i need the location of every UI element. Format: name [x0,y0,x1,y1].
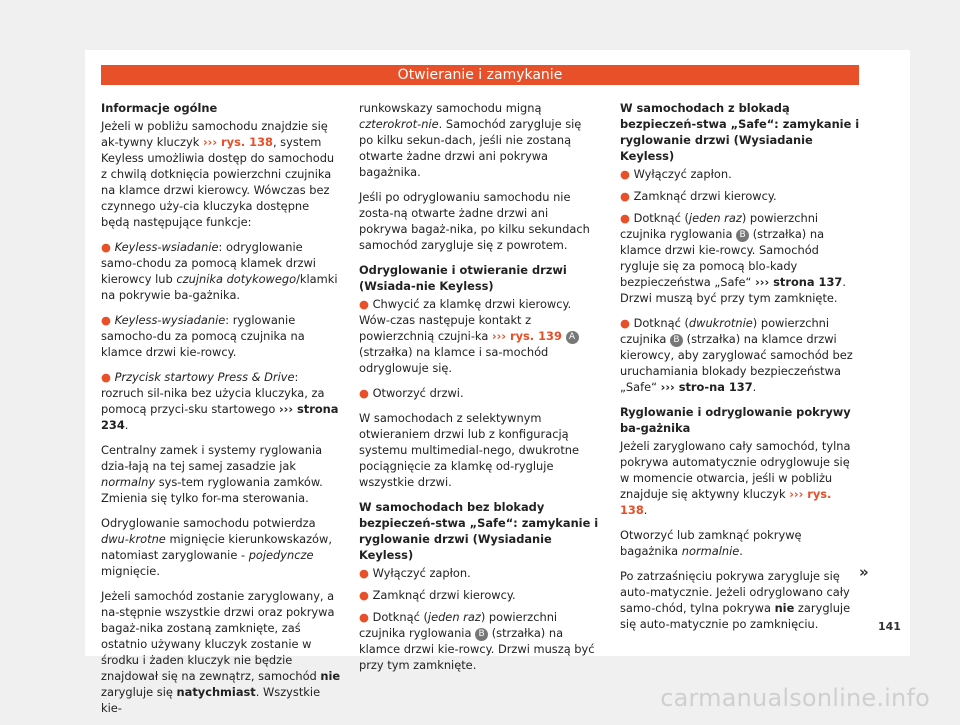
text: : ryglowanie samocho-du za pomocą czujnika na klamce drzwi kie-rowcy. [101,313,305,359]
text: Dotknąć ( [633,316,689,330]
callout-badge-a: A [566,331,579,344]
term: jeden raz [688,211,742,225]
heading-general-info: Informacje ogólne [101,101,218,115]
term: pojedyncze [248,548,314,562]
text: (strzałka) na klamce drzwi kie-rowcy. Samochód rygluje się za pomocą blo-kady bezpieczeństwa „Safe“ [620,227,825,289]
callout-badge-b: B [475,628,488,641]
bullet-icon: ● [359,386,373,400]
bullet-icon: ● [620,167,634,181]
paragraph-keyless-intro [101,118,341,230]
text: . Samochód zarygluje się po kilku sekun-dach, jeśli nie zostaną otwarte żadne drzwi ani pokrywa bagażnika. [359,117,582,179]
text: Dotknąć ( [372,610,428,624]
term: Keyless-wsiadanie [114,240,219,254]
bullet-ignition-off [620,166,860,182]
watermark-logo: carmanualsonline.info [660,684,930,712]
bold-text: nie [320,669,341,683]
text: . Drzwi muszą być przy tym zamknięte. [620,275,846,305]
section-banner: Otwieranie i zamykanie [101,65,859,85]
bullet-icon: ● [620,316,634,330]
figure-link[interactable]: ››› rys. 139 [491,329,562,343]
text: . [124,418,129,432]
term: dwukrotnie [688,316,753,330]
bullet-icon: ● [101,370,115,384]
bullet-icon: ● [620,211,634,225]
text: /klamki na pokrywie ba-gażnika. [101,272,338,302]
bullet-keyless-entry [101,239,341,303]
text: Wyłączyć zapłon. [372,566,471,580]
term: jeden raz [427,610,481,624]
text: (strzałka) na klamce drzwi kierowcy, aby zaryglować samochód bez uruchamiania blokady bezpieczeństwa „Safe“ [620,332,853,394]
bullet-icon: ● [359,610,373,624]
bullet-press-drive [101,369,341,433]
text: (strzałka) na klamce drzwi kie-rowcy. Drzwi muszą być przy tym zamknięte. [359,626,595,672]
text: runkowskazy samochodu migną [359,101,542,115]
text: ) powierzchni czujnika [620,316,830,346]
term: Przycisk startowy Press & Drive [114,370,295,384]
text: . [752,380,757,394]
term: czujnika dotykowego [176,272,297,286]
text: Po zatrzaśnięciu pokrywa zarygluje się auto-matycznie. Jeżeli odryglowano cały samo-chód, tylna pokrywa [620,569,850,615]
text: . [739,544,743,558]
text: : odryglowanie samo-chodu za pomocą klamek drzwi kierowcy lub [101,240,316,286]
text: Otworzyć lub zamknąć pokrywę bagażnika [620,528,802,558]
text: zarygluje się [101,685,177,699]
text: . [643,503,648,517]
paragraph-auto-relock: Jeśli po odryglowaniu samochodu nie zosta-ną otwarte żadne drzwi ani pokrywa bagaż-nika, po kilku sekundach samochód zarygluje się z powrotem. [359,190,590,252]
text: : rozruch sil-nika bez użycia kluczyka, za pomocą przyci-sku startowego [101,370,325,416]
term: normalny [101,475,156,489]
text: mignięcie. [101,564,160,578]
paragraph-tailgate-normal [620,527,860,559]
term: czterokrot-nie [359,117,439,131]
paragraph-key-inside [101,588,341,716]
bullet-icon: ● [620,189,634,203]
text: Jeżeli w pobliżu samochodu znajdzie się ak-tywny kluczyk [101,119,328,149]
page-number: 141 [878,620,901,633]
text: ) powierzchni czujnika ryglowania [620,211,819,241]
text: Jeżeli samochód zostanie zaryglowany, a na-stępnie wszystkie drzwi oraz pokrywa bagaż-nika zostaną zamknięte, zaś ostatnio używany kluczyk zostanie w środku i żaden kluczyk nie będzie znajdował się na zewnątrz, samochód [101,589,335,683]
bullet-touch-once-safe [620,210,860,306]
bullet-icon: ● [101,313,115,327]
bullet-icon: ● [359,297,373,311]
text: . Wszystkie kie- [101,685,321,715]
bullet-touch-twice [620,315,860,395]
bullet-open-doors [359,385,599,401]
text: ) powierzchni czujnika ryglowania [359,610,558,640]
paragraph-four-flashes [359,100,599,180]
bullet-icon: ● [359,566,373,580]
paragraph-tailgate-lock [620,568,860,632]
heading-tailgate: Ryglowanie i odryglowanie pokrywy ba-gażnika [620,405,851,435]
text: Otworzyć drzwi. [372,386,464,400]
heading-without-safe: W samochodach bez blokady bezpieczeń-stwa „Safe“: zamykanie i ryglowanie drzwi (Wysiadanie Keyless) [359,500,599,562]
paragraph-selective-opening: W samochodach z selektywnym otwieraniem drzwi lub z konfiguracją systemu multimedial-nego, dwukrotne pociągnięcie za klamkę od-rygluje wszystkie drzwi. [359,411,580,489]
text: Dotknąć ( [633,211,689,225]
bullet-icon: ● [101,240,115,254]
paragraph-tailgate-auto [620,438,860,518]
bold-text: natychmiast [176,685,256,699]
term: normalnie [681,544,740,558]
callout-badge-b: B [736,229,749,242]
text: , system Keyless umożliwia dostęp do samochodu z chwilą dotknięcia powierzchni czujnika na klamce drzwi kierowcy. Wówczas bez czynnego uży-cia kluczyka dostępne będą następujące funkcje: [101,135,335,229]
page-link[interactable]: ››› stro-na 137 [660,380,753,394]
bullet-close-door [359,587,599,603]
heading-with-safe: W samochodach z blokadą bezpieczeń-stwa „Safe“: zamykanie i ryglowanie drzwi (Wysiadanie Keyless) [620,101,860,163]
text: Wyłączyć zapłon. [633,167,732,181]
page-link[interactable]: ››› strona 234 [101,402,339,432]
bullet-icon: ● [359,588,373,602]
bold-text: nie [774,601,795,615]
paragraph-signals [101,515,341,579]
text: Chwycić za klamkę drzwi kierowcy. Wów-czas następuje kontakt z powierzchnią czujni-ka [359,297,572,343]
bullet-close-door [620,188,860,204]
text: zarygluje się auto-matycznie po zamknięciu. [620,601,851,631]
bullet-ignition-off [359,565,599,581]
figure-link[interactable]: ››› rys. 138 [620,487,832,517]
bullet-keyless-exit [101,312,341,360]
text: Centralny zamek i systemy ryglowania dzia-łają na tej samej zasadzie jak [101,443,323,473]
page-link[interactable]: ››› strona 137 [755,275,843,289]
heading-keyless-entry: Odryglowanie i otwieranie drzwi (Wsiada-nie Keyless) [359,263,567,293]
figure-link[interactable]: ››› rys. 138 [202,135,273,149]
text: Odryglowanie samochodu potwierdza [101,516,316,530]
text: Zamknąć drzwi kierowcy. [372,588,516,602]
text: mignięcie kierunkowskazów, natomiast zaryglowanie - [101,532,332,562]
text: (strzałka) na klamce i sa-mochód odryglowuje się. [359,345,549,375]
term: Keyless-wysiadanie [114,313,226,327]
text: Zamknąć drzwi kierowcy. [633,189,777,203]
bullet-grab-handle [359,296,599,376]
paragraph-central-lock [101,442,341,506]
bullet-touch-once [359,609,599,673]
term: dwu-krotne [101,532,166,546]
callout-badge-b: B [670,334,683,347]
column-1 [101,100,341,725]
column-2 [359,100,599,682]
text: sys-tem ryglowania zamków. Zmienia się tylko for-ma sterowania. [101,475,323,505]
column-3 [620,100,860,641]
continue-arrow-icon: » [859,563,869,581]
text: Jeżeli zaryglowano cały samochód, tylna pokrywa automatycznie odryglowuje się w momencie otwarcia, jeśli w pobliżu znajduje się aktywny kluczyk [620,439,851,501]
